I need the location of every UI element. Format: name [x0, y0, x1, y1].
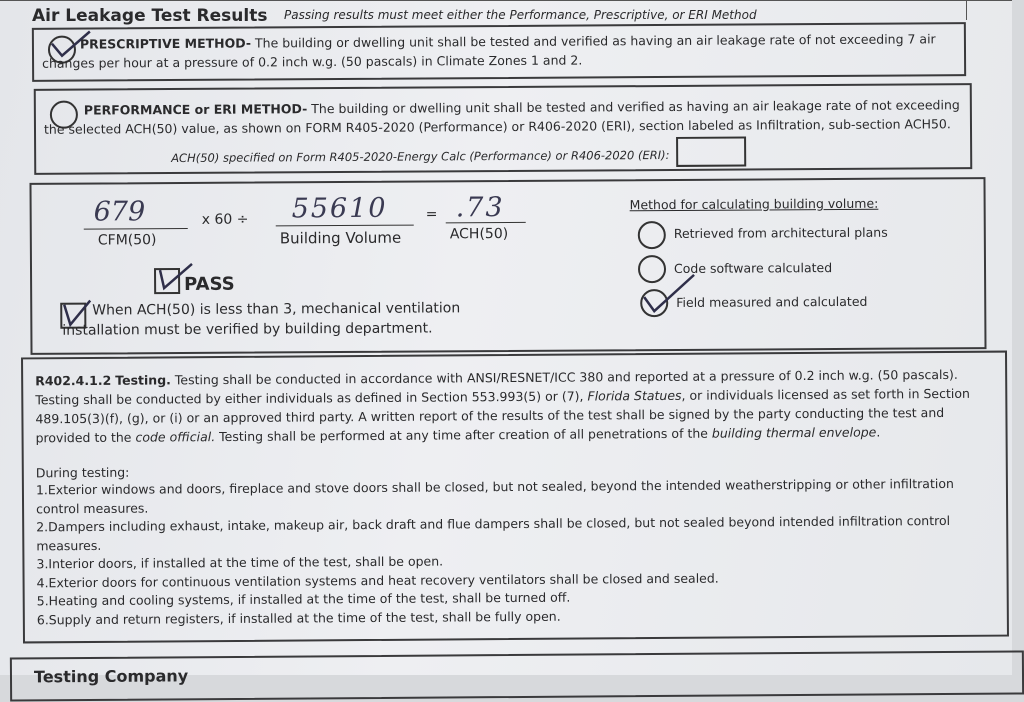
volume-value: 55610: [291, 192, 388, 225]
prescriptive-heading: PRESCRIPTIVE METHOD-: [79, 35, 252, 52]
testing-para3: Testing shall be performed at any time after creation of all penetrations of the: [215, 425, 712, 445]
performance-box: [34, 83, 973, 175]
ach-specified-label: ACH(50) specified on Form R405-2020-Energy Calc (Performance) or R406-2020 (ERI):: [171, 147, 670, 166]
cfm-value: 679: [93, 196, 146, 228]
top-border: [0, 0, 1012, 1]
testing-code: R402.4.1.2: [35, 372, 112, 389]
volume-label: Building Volume: [279, 228, 402, 248]
during-testing-label: During testing:: [35, 464, 130, 481]
cfm-line: [84, 228, 188, 230]
method-option-field: Field measured and calculated: [676, 293, 868, 310]
calculation-box: [29, 177, 986, 355]
footer-partial-text: Testing Company: [33, 666, 189, 687]
list-item: 1.Exterior windows and doors, fireplace and stove doors shall be closed, but not sealed, beyond the intended weatherstripping or other infiltration control measures.: [35, 475, 954, 516]
cfm-label: CFM(50): [97, 232, 157, 249]
testing-para3-italic: building thermal envelope: [711, 424, 877, 441]
equals-sign: =: [425, 206, 438, 223]
performance-text: [44, 95, 964, 139]
pass-label: PASS: [184, 273, 235, 295]
testing-para1-italic: Florida Statues: [587, 387, 682, 404]
method-option-plans: Retrieved from architectural plans: [673, 224, 888, 241]
testing-paragraph: [35, 365, 981, 448]
list-item: 6.Supply and return registers, if installed at the time of the test, shall be fully open.: [36, 608, 561, 627]
testing-list: [36, 475, 992, 630]
testing-para2-italic: code official.: [135, 429, 216, 445]
list-item: 4.Exterior doors for continuous ventilation systems and heat recovery ventilators shall be closed and sealed.: [36, 570, 719, 590]
testing-para1: Testing shall be conducted in accordance with ANSI/RESNET/ICC 380 and reported at a pressure of 0.2 inch w.g. (50 pascals). Testing shall be conducted by either individuals as defined in Section 553.993(5) or (7),: [35, 366, 958, 408]
section-subtitle: Passing results must meet either the Performance, Prescriptive, or ERI Method: [284, 8, 757, 22]
testing-box: [21, 351, 1009, 644]
volume-line: [276, 225, 414, 227]
section-title: Air Leakage Test Results: [32, 6, 268, 26]
list-item: 5.Heating and cooling systems, if installed at the time of the test, shall be turned off.: [36, 589, 571, 609]
testing-para2: , or individuals licensed as set forth in Section 489.105(3)(f), (g), or (i) or an approved third party. A written report of the results of the test shall be signed by the party conducting the test and provided to the: [35, 385, 970, 446]
footer-box: [10, 650, 1024, 701]
prescriptive-box: [32, 22, 966, 82]
method-title: Method for calculating building volume:: [629, 195, 879, 213]
ach-label: ACH(50): [449, 225, 509, 243]
ach-specified-input[interactable]: [676, 137, 746, 167]
list-item: 3.Interior doors, if installed at the time of the test, shall be open.: [36, 553, 444, 572]
prescriptive-text: [42, 29, 957, 73]
top-right-border: [966, 0, 967, 20]
ach-line: [446, 222, 526, 223]
testing-heading: Testing.: [115, 372, 171, 388]
list-item: 2.Dampers including exhaust, intake, makeup air, back draft and flue dampers shall be closed, but not sealed beyond intended infiltration control measures.: [36, 512, 951, 553]
testing-para3-end: .: [876, 424, 881, 440]
multiply-divide: x 60 ÷: [201, 211, 249, 228]
performance-body: The building or dwelling unit shall be tested and verified as having an air leakage rate of not exceeding the selected ACH(50) value, as shown on FORM R405-2020 (Performance) or R406-2020 (ERI), section labeled as Infiltration, sub-section ACH50.: [43, 97, 960, 137]
ventilation-note: When ACH(50) is less than 3, mechanical ventilation installation must be verified by building department.: [62, 300, 461, 339]
method-option-software: Code software calculated: [673, 260, 833, 276]
prescriptive-body: The building or dwelling unit shall be tested and verified as having an air leakage rate of not exceeding 7 air changes per hour at a pressure of 0.2 inch w.g. (50 pascals) in Climate Zones 1 and 2.: [42, 31, 936, 71]
method-radio-plans[interactable]: [638, 221, 666, 249]
ach-value: .73: [455, 192, 505, 224]
performance-heading: PERFORMANCE or ERI METHOD-: [83, 101, 308, 118]
